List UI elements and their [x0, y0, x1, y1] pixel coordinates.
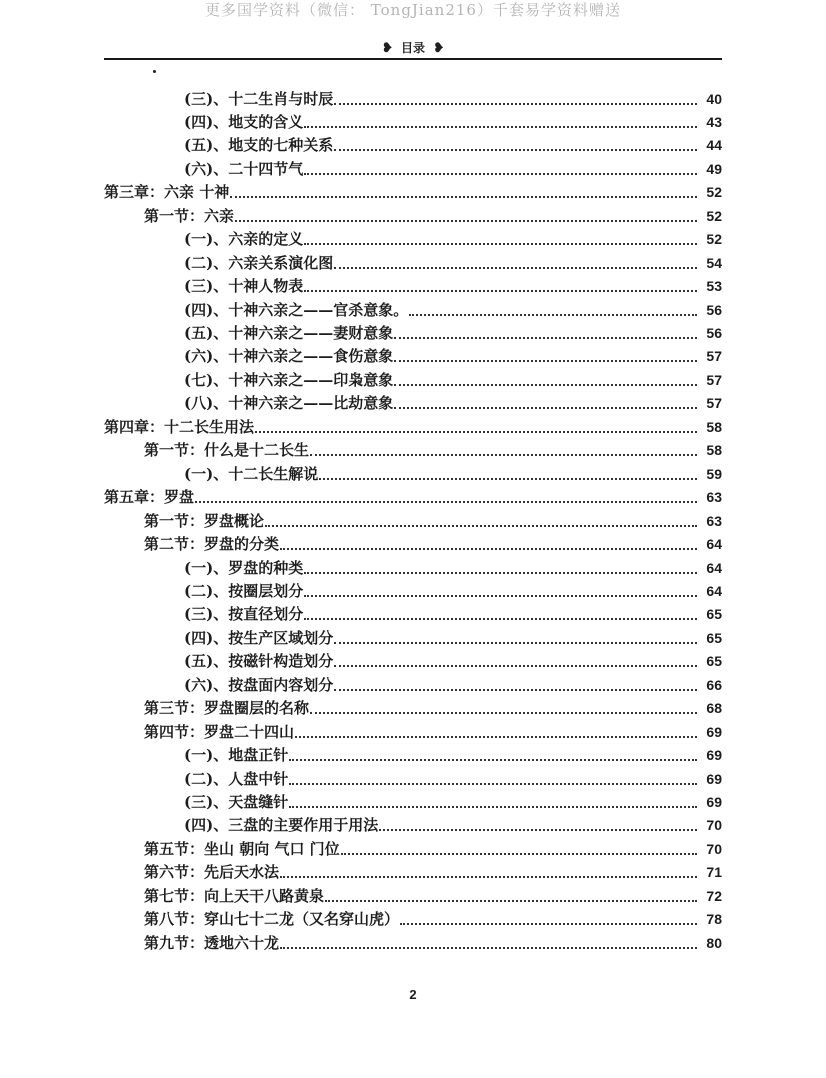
toc-leader-dots: [280, 947, 697, 949]
toc-leader-dots: [304, 618, 697, 620]
toc-entry-label: (三)、按直径划分: [184, 605, 304, 624]
toc-entry-label: (六)、按盘面内容划分: [184, 675, 334, 694]
toc-leader-dots: [304, 126, 697, 128]
toc-entry-label: (四)、三盘的主要作用于用法: [184, 816, 379, 835]
toc-entry-label: (六)、二十四节气: [184, 159, 304, 178]
toc-leader-dots: [195, 501, 697, 503]
toc-entry-chapter[interactable]: [0, 179, 722, 203]
ornament-left-icon: ❥: [381, 41, 393, 56]
toc-entry-label: (四)、十神六亲之——官杀意象。: [184, 300, 409, 319]
toc-entry-page: 80: [706, 934, 722, 951]
toc-entry-page: 57: [706, 395, 722, 412]
stray-dot: [153, 70, 156, 73]
toc-leader-dots: [400, 923, 697, 925]
toc-entry-label: (一)、六亲的定义: [184, 230, 304, 249]
toc-entry-label: (二)、人盘中针: [184, 769, 289, 788]
toc-entry-label: 第一节：什么是十二长生: [144, 441, 310, 460]
toc-entry-page: 63: [706, 489, 722, 506]
toc-entry-page: 49: [706, 160, 722, 177]
toc-entry-item[interactable]: [0, 601, 722, 625]
toc-entry-label: (一)、地盘正针: [184, 746, 289, 765]
toc-entry-item[interactable]: [0, 226, 722, 250]
toc-entry-label: (二)、按圈层划分: [184, 581, 304, 600]
toc-leader-dots: [289, 806, 697, 808]
toc-entry-section[interactable]: [0, 507, 722, 531]
toc-entry-section[interactable]: [0, 859, 722, 883]
toc-entry-page: 43: [706, 113, 722, 130]
toc-entry-page: 54: [706, 254, 722, 271]
toc-leader-dots: [295, 736, 697, 738]
toc-leader-dots: [289, 759, 697, 761]
toc-entry-label: (二)、六亲关系演化图: [184, 253, 334, 272]
toc-entry-page: 65: [706, 629, 722, 646]
toc-entry-section[interactable]: [0, 718, 722, 742]
toc-entry-page: 58: [706, 418, 722, 435]
toc-entry-item[interactable]: [0, 296, 722, 320]
toc-entry-item[interactable]: [0, 624, 722, 648]
toc-entry-label: (七)、十神六亲之——印枭意象: [184, 370, 394, 389]
toc-entry-page: 64: [706, 582, 722, 599]
toc-entry-page: 57: [706, 371, 722, 388]
toc-entry-label: 第三节：罗盘圈层的名称: [144, 699, 310, 718]
toc-entry-item[interactable]: [0, 85, 722, 109]
toc-entry-chapter[interactable]: [0, 413, 722, 437]
toc-entry-label: 第六节：先后天水法: [144, 863, 280, 882]
toc-entry-page: 59: [706, 465, 722, 482]
toc-leader-dots: [310, 712, 697, 714]
toc-entry-label: 第八节：穿山七十二龙（又名穿山虎）: [144, 910, 400, 929]
toc-leader-dots: [409, 314, 697, 316]
toc-leader-dots: [334, 103, 697, 105]
toc-entry-label: 第一节：六亲: [144, 206, 235, 225]
toc-leader-dots: [334, 149, 697, 151]
toc-entry-page: 69: [706, 747, 722, 764]
toc-leader-dots: [325, 900, 697, 902]
toc-entry-section[interactable]: [0, 929, 722, 953]
toc-entry-page: 44: [706, 137, 722, 154]
page-header: [0, 40, 826, 57]
toc-entry-label: (八)、十神六亲之——比劫意象: [184, 394, 394, 413]
toc-entry-item[interactable]: [0, 155, 722, 179]
toc-leader-dots: [289, 783, 697, 785]
toc-entry-item[interactable]: [0, 765, 722, 789]
toc-entry-item[interactable]: [0, 132, 722, 156]
toc-entry-item[interactable]: [0, 554, 722, 578]
toc-entry-item[interactable]: [0, 366, 722, 390]
toc-leader-dots: [280, 548, 697, 550]
toc-entry-page: 52: [706, 184, 722, 201]
toc-entry-label: 第一节：罗盘概论: [144, 511, 265, 530]
toc-entry-label: (五)、十神六亲之——妻财意象: [184, 324, 394, 342]
toc-entry-page: 58: [706, 442, 722, 459]
toc-entry-label: (五)、地支的七种关系: [184, 136, 334, 155]
ornament-right-icon: ❥: [433, 41, 445, 56]
toc-entry-label: 第七节：向上天干八路黄泉: [144, 886, 325, 905]
toc-leader-dots: [265, 525, 697, 527]
toc-leader-dots: [304, 572, 697, 574]
toc-entry-page: 57: [706, 348, 722, 365]
toc-entry-page: 40: [706, 90, 722, 107]
toc-entry-page: 56: [706, 325, 722, 341]
toc-leader-dots: [394, 360, 697, 362]
toc-entry-page: 69: [706, 723, 722, 740]
toc-entry-page: 78: [706, 911, 722, 928]
toc-leader-dots: [280, 876, 697, 878]
toc-entry-label: (四)、地支的含义: [184, 112, 304, 131]
toc-leader-dots: [334, 689, 697, 691]
toc-leader-dots: [334, 665, 697, 667]
toc-entry-section[interactable]: [0, 906, 722, 930]
toc-leader-dots: [310, 454, 697, 456]
toc-entry-label: 第九节：透地六十龙: [144, 933, 280, 952]
header-rule: [104, 58, 722, 60]
page-title: 目录: [400, 41, 425, 55]
toc-entry-page: 63: [706, 512, 722, 529]
toc-entry-page: 69: [706, 770, 722, 787]
toc-entry-page: 52: [706, 231, 722, 248]
toc-leader-dots: [304, 173, 697, 175]
toc-entry-label: 第四章：十二长生用法: [104, 417, 255, 436]
toc-entry-label: (一)、十二长生解说: [184, 464, 319, 483]
page-number: 2: [409, 987, 417, 1002]
toc-leader-dots: [334, 642, 697, 644]
toc-leader-dots: [304, 290, 697, 292]
toc-entry-page: 53: [706, 278, 722, 295]
toc-leader-dots: [341, 853, 697, 855]
toc-entry-item[interactable]: [0, 789, 722, 813]
toc-leader-dots: [235, 220, 697, 222]
toc-leader-dots: [304, 243, 697, 245]
toc-entry-section[interactable]: [0, 531, 722, 555]
toc-entry-item[interactable]: [0, 460, 722, 484]
toc-entry-item[interactable]: [0, 671, 722, 695]
toc-leader-dots: [230, 196, 697, 198]
toc-leader-dots: [379, 829, 697, 831]
toc-entry-page: 70: [706, 817, 722, 834]
toc-entry-chapter[interactable]: [0, 484, 722, 508]
watermark-text: 更多国学资料（微信： TongJian216）千套易学资料赠送: [205, 1, 621, 19]
toc-entry-section[interactable]: [0, 882, 722, 906]
toc-entry-label: 第三章：六亲 十神: [104, 183, 230, 202]
toc-entry-label: (三)、十二生肖与时辰: [184, 89, 334, 108]
toc-entry-item[interactable]: [0, 812, 722, 836]
toc-entry-label: (六)、十神六亲之——食伤意象: [184, 347, 394, 366]
toc-entry-section[interactable]: [0, 835, 722, 859]
toc-leader-dots: [394, 337, 697, 339]
toc-entry-item[interactable]: [0, 648, 722, 672]
toc-leader-dots: [319, 478, 697, 480]
toc-entry-label: (四)、按生产区域划分: [184, 628, 334, 647]
toc-entry-item[interactable]: [0, 742, 722, 766]
toc-leader-dots: [394, 384, 697, 386]
toc-entry-section[interactable]: [0, 202, 722, 226]
toc-entry-item[interactable]: [0, 249, 722, 273]
toc-entry-page: 56: [706, 301, 722, 318]
toc-entry-item[interactable]: [0, 108, 722, 132]
toc-entry-page: 71: [706, 864, 722, 881]
toc-leader-dots: [304, 595, 697, 597]
toc-entry-page: 66: [706, 676, 722, 693]
toc-entry-section[interactable]: [0, 437, 722, 461]
toc-entry-page: 52: [706, 207, 722, 224]
toc-entry-label: 第二节：罗盘的分类: [144, 535, 280, 554]
toc-entry-label: (三)、天盘缝针: [184, 793, 289, 811]
toc-entry-label: (五)、按磁针构造划分: [184, 652, 334, 671]
toc-entry-page: 65: [706, 606, 722, 623]
toc-entry-label: 第五节：坐山 朝向 气口 门位: [144, 839, 340, 858]
toc-entry-page: 64: [706, 536, 722, 553]
toc-leader-dots: [394, 407, 697, 409]
toc-entry-section[interactable]: [0, 695, 722, 719]
toc-entry-page: 68: [706, 700, 722, 717]
toc-entry-item[interactable]: [0, 577, 722, 601]
toc-entry-page: 70: [706, 840, 722, 857]
toc-entry-label: (一)、罗盘的种类: [184, 558, 304, 577]
toc-entry-label: (三)、十神人物表: [184, 277, 304, 296]
toc-entry-page: 72: [706, 887, 722, 904]
toc-leader-dots: [334, 267, 697, 269]
toc-entry-page: 64: [706, 559, 722, 576]
toc-leader-dots: [255, 431, 697, 433]
toc-entry-label: 第四节：罗盘二十四山: [144, 722, 295, 741]
toc-entry-page: 69: [706, 794, 722, 810]
toc-entry-page: 65: [706, 653, 722, 670]
toc-entry-item[interactable]: [0, 273, 722, 297]
toc-entry-item[interactable]: [0, 320, 722, 344]
toc-entry-label: 第五章：罗盘: [104, 488, 195, 507]
toc-entry-item[interactable]: [0, 343, 722, 367]
toc-entry-item[interactable]: [0, 390, 722, 414]
